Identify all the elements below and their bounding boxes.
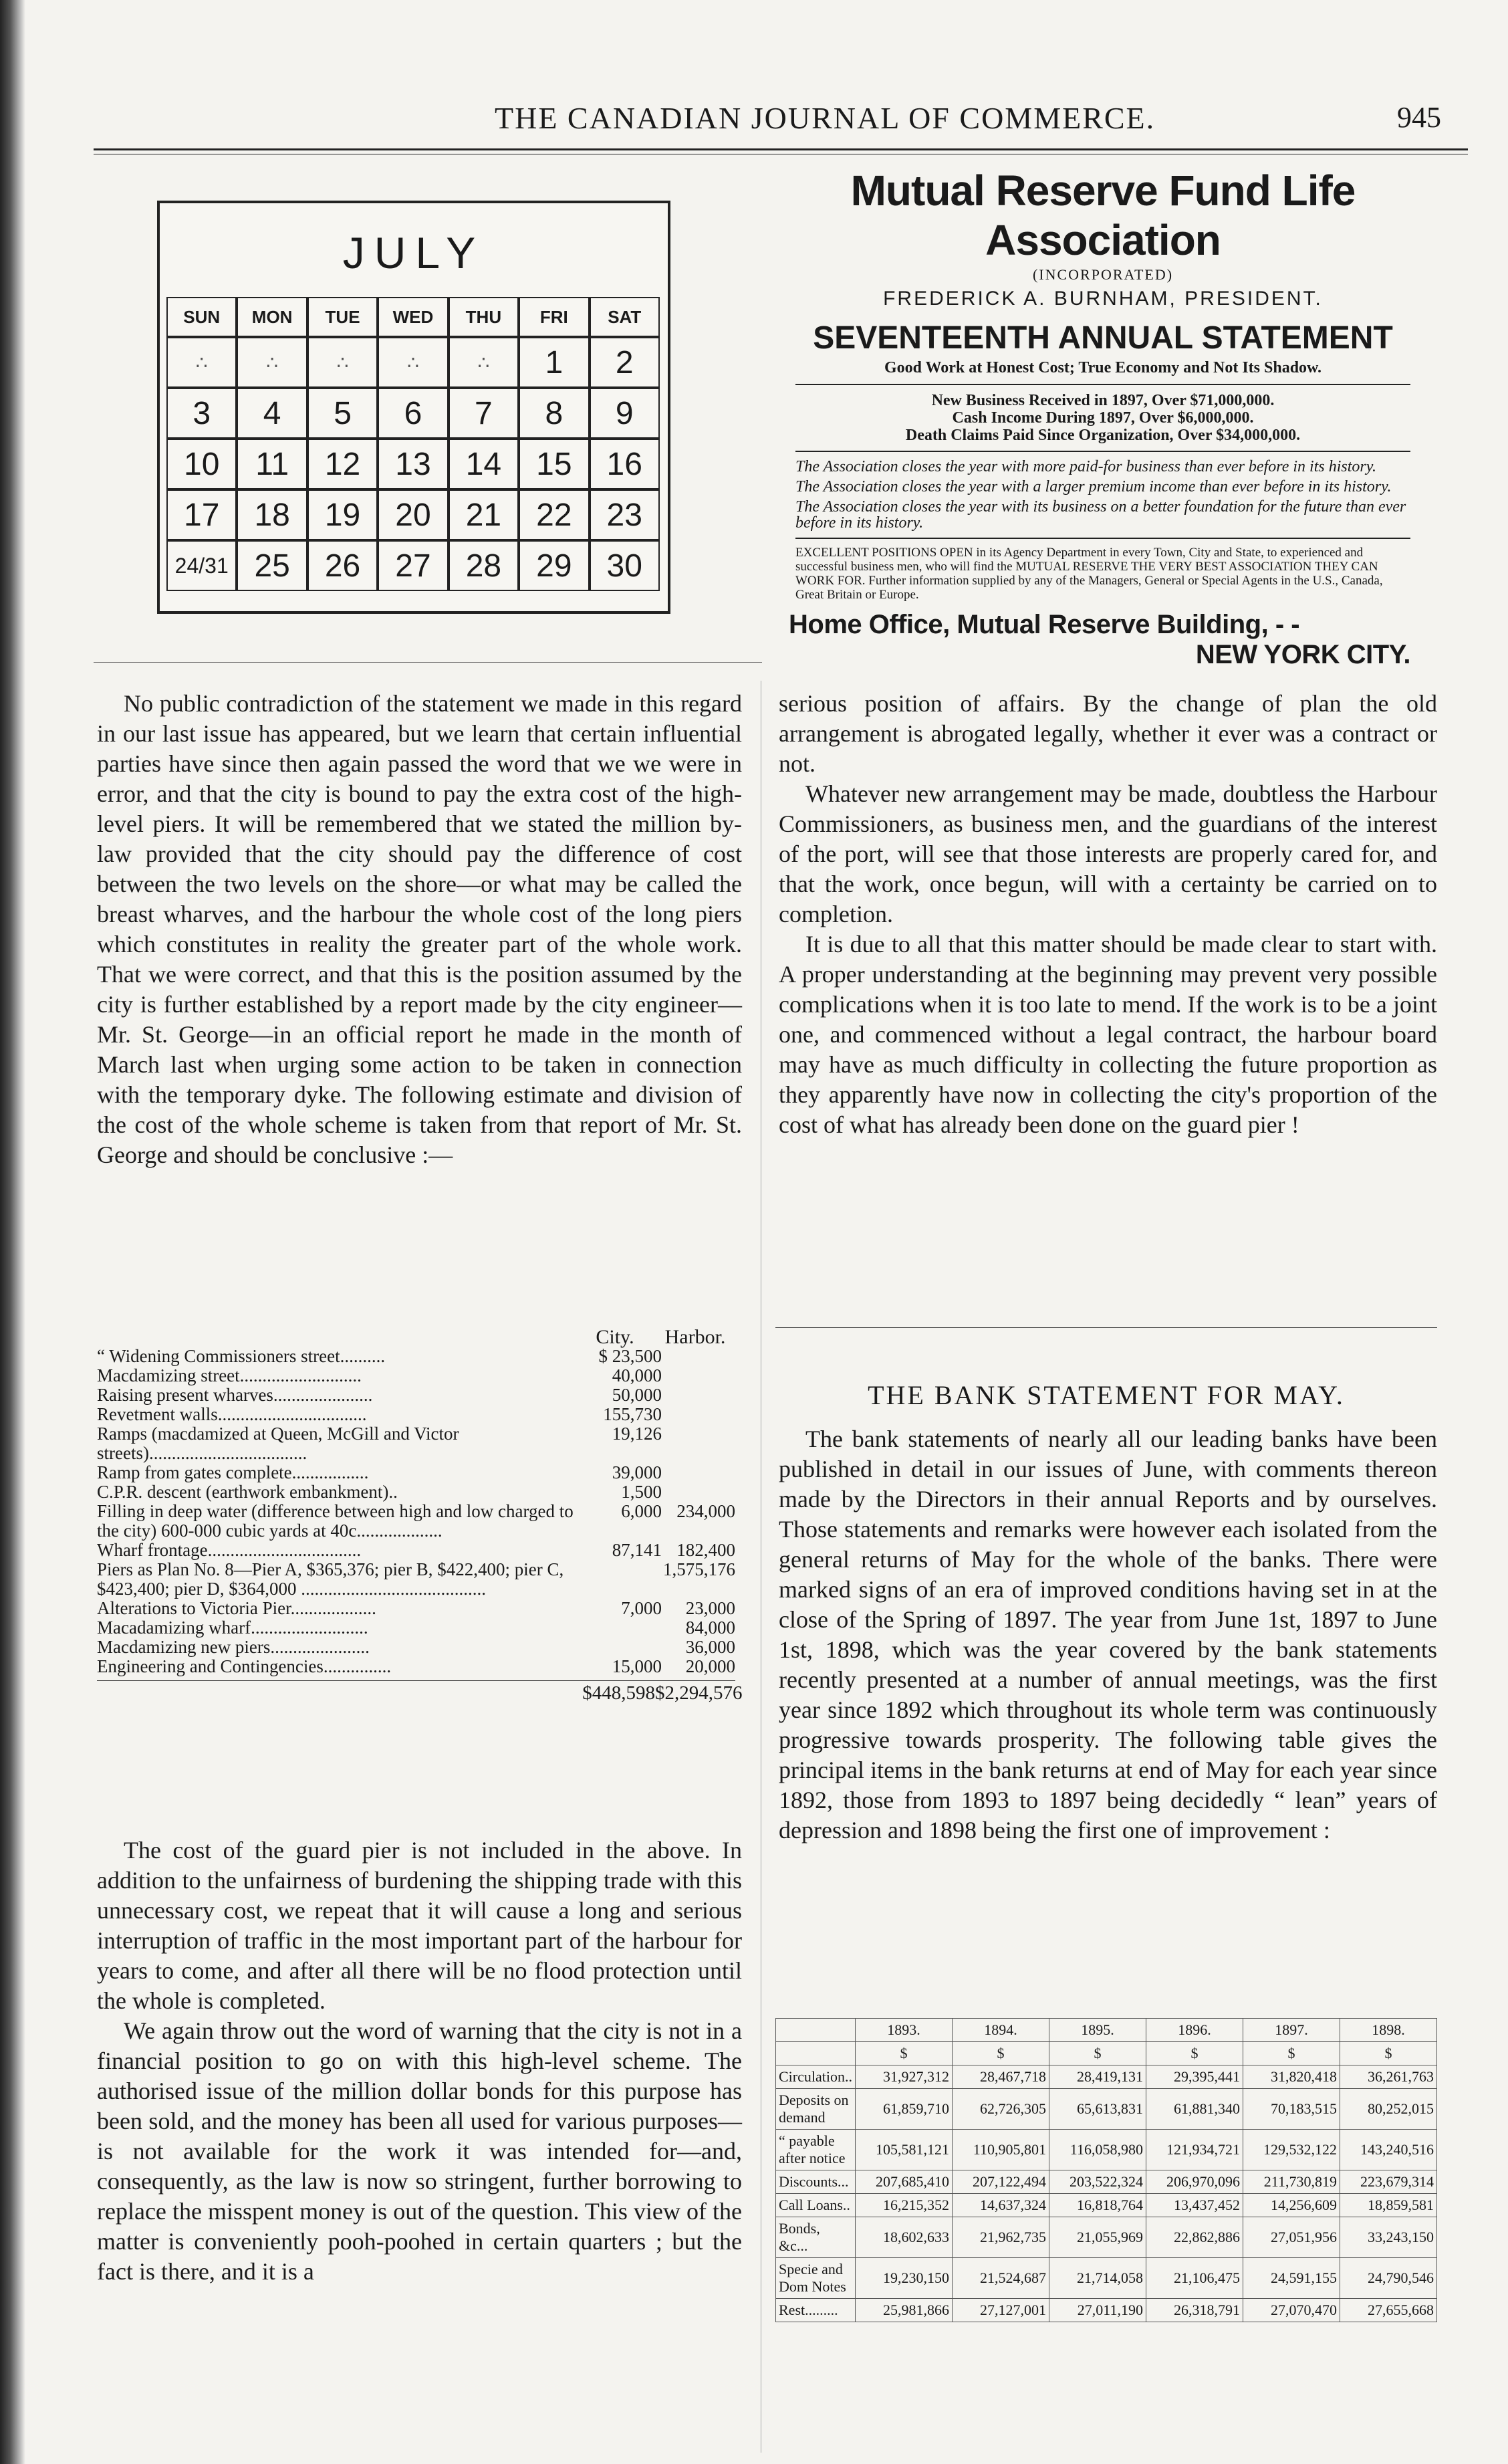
calendar-day: ∴ — [166, 337, 237, 388]
estimate-row — [97, 1560, 735, 1599]
bank-item: Circulation.. — [776, 2065, 856, 2089]
bank-row — [776, 2299, 1437, 2322]
estimate-item: Macdamizing new piers...................... — [97, 1637, 370, 1657]
estimate-city — [582, 1618, 662, 1638]
article-paragraph: Whatever new arrangement may be made, doubtless the Harbour Commissioners, as business men, and the guardians of the interest of the port, will see that those interests are properly cared for, and that the work, once begun, will with a certainty be carried on to completion. — [779, 780, 1437, 927]
estimate-item: Engineering and Contingencies............... — [97, 1656, 392, 1676]
estimate-row — [97, 1657, 735, 1676]
bank-item: “ payable after notice — [776, 2130, 856, 2170]
ad-note: The Association closes the year with its business on a better foundation for the future than ever before in its history. — [795, 498, 1406, 532]
estimate-city: 1,500 — [621, 1482, 662, 1502]
calendar-day: 3 — [166, 388, 237, 439]
calendar-day: 7 — [449, 388, 519, 439]
ad-home-office-label: Home Office, Mutual Reserve Building, — [789, 610, 1269, 639]
bank-value: 121,934,721 — [1146, 2130, 1243, 2170]
bank-unit: $ — [1049, 2042, 1146, 2065]
bank-year: 1897. — [1243, 2019, 1340, 2042]
bank-year: 1896. — [1146, 2019, 1243, 2042]
calendar-day: 23 — [590, 489, 660, 540]
ad-stat: New Business Received in 1897, Over $71,000,000. — [931, 392, 1275, 409]
estimate-row — [97, 1424, 735, 1463]
article-paragraph: No public contradiction of the statement we made in this regard in our last issue has appeared, but we learn that certain influential parties have since then again passed the word that we we were in error, and that the city is bound to pay the extra cost of the high-level piers. It will be remembered that we stated the million by-law provided that the city should pay the difference of cost between the two levels on the shore—or what may be called the breast wharves, and the harbour the whole cost of the long piers which constitutes in reality the greater part of the whole work. That we were correct, and that this is the position assumed by the city is further established by a report made by the city engineer—Mr. St. George—in an official report he made in the month of March last when urging some action to be taken in connection with the temporary dyke. The following estimate and division of the cost of the whole scheme is taken from that report of Mr. St. George and should be conclusive :— — [97, 690, 742, 1168]
section-separator — [775, 1327, 1437, 1328]
calendar-weekday-row — [166, 297, 660, 337]
ad-positions: EXCELLENT POSITIONS OPEN in its Agency Department in every Town, City and State, to experienced and successful business men, who will find the MUTUAL RESERVE THE VERY BEST ASSOCIATION THEY CAN WORK FOR. Further information supplied by any of the Managers, General or Special Agents in the U.S., Canada, Great Britain or Europe. — [795, 546, 1383, 602]
estimate-city: 155,730 — [603, 1404, 662, 1424]
bank-value: 143,240,516 — [1340, 2130, 1436, 2170]
calendar-day: 26 — [307, 540, 378, 591]
ad-divider — [795, 384, 1410, 385]
bank-value: 61,881,340 — [1146, 2089, 1243, 2130]
bank-row — [776, 2065, 1437, 2089]
bank-value: 116,058,980 — [1049, 2130, 1146, 2170]
estimate-harbor: 1,575,176 — [663, 1559, 735, 1579]
calendar-month: JULY — [342, 228, 485, 277]
july-calendar — [157, 201, 670, 614]
bank-year: 1895. — [1049, 2019, 1146, 2042]
bank-row — [776, 2217, 1437, 2258]
calendar-day: ∴ — [307, 337, 378, 388]
section-title: THE BANK STATEMENT FOR MAY. — [868, 1380, 1345, 1410]
calendar-week-row — [166, 540, 660, 591]
bank-value: 31,927,312 — [855, 2065, 952, 2089]
bank-returns-table — [775, 2018, 1437, 2322]
ad-president: FREDERICK A. BURNHAM, PRESIDENT. — [883, 288, 1323, 310]
bank-value: 27,070,470 — [1243, 2299, 1340, 2322]
bank-unit-row — [776, 2042, 1437, 2065]
bank-corner — [776, 2019, 856, 2042]
estimate-item: Revetment walls................................. — [97, 1404, 367, 1424]
bank-value: 21,524,687 — [952, 2258, 1049, 2299]
estimate-item: C.P.R. descent (earthwork embankment).. — [97, 1482, 398, 1502]
bank-item: Rest......... — [776, 2299, 856, 2322]
estimate-city: 7,000 — [621, 1598, 662, 1618]
estimate-row — [97, 1638, 735, 1657]
estimate-harbor: 20,000 — [685, 1656, 735, 1676]
header-rule — [94, 148, 1468, 150]
left-column-top — [97, 689, 742, 1170]
bank-value: 27,011,190 — [1049, 2299, 1146, 2322]
calendar-day: 29 — [519, 540, 589, 591]
bank-item: Specie and Dom Notes — [776, 2258, 856, 2299]
calendar-day: ∴ — [237, 337, 307, 388]
weekday-label: FRI — [519, 297, 589, 337]
calendar-week-row — [166, 388, 660, 439]
bank-corner — [776, 2042, 856, 2065]
bank-value: 18,859,581 — [1340, 2194, 1436, 2217]
estimate-item: “ Widening Commissioners street.......... — [97, 1346, 386, 1366]
weekday-label: SAT — [590, 297, 660, 337]
bank-value: 80,252,015 — [1340, 2089, 1436, 2130]
bank-value: 223,679,314 — [1340, 2170, 1436, 2194]
estimate-harbor — [662, 1482, 735, 1502]
estimate-city: 6,000 — [621, 1501, 662, 1521]
calendar-day: 20 — [378, 489, 448, 540]
estimate-harbor: 182,400 — [676, 1540, 735, 1560]
article-paragraph: We again throw out the word of warning that the city is not in a financial position to go on with this high-level scheme. The authorised issue of the million dollar bonds for this purpose has been sold, and the money has been all used for various purposes—is not available for the work it was intended for—and, consequently, as the law is now so stringent, further borrowing to replace the misspent money is out of the question. This view of the matter is conveniently pooh-poohed in certain quarters ; but the fact is there, and it is a — [97, 2017, 742, 2285]
bank-value: 24,591,155 — [1243, 2258, 1340, 2299]
calendar-day-split: 24/31 — [166, 540, 237, 591]
page-number: 945 — [1397, 101, 1441, 134]
calendar-day: 12 — [307, 439, 378, 489]
bank-value: 70,183,515 — [1243, 2089, 1340, 2130]
estimate-row — [97, 1405, 735, 1424]
estimate-harbor: 23,000 — [685, 1598, 735, 1618]
left-column-bottom — [97, 1835, 742, 2287]
bank-value: 16,818,764 — [1049, 2194, 1146, 2217]
bank-value: 62,726,305 — [952, 2089, 1049, 2130]
bank-year-row — [776, 2019, 1437, 2042]
bank-value: 25,981,866 — [855, 2299, 952, 2322]
bank-value: 203,522,324 — [1049, 2170, 1146, 2194]
bank-year: 1894. — [952, 2019, 1049, 2042]
calendar-day: 4 — [237, 388, 307, 439]
estimate-row — [97, 1541, 735, 1560]
estimate-header — [97, 1327, 735, 1347]
bank-value: 24,790,546 — [1340, 2258, 1436, 2299]
ad-stat: Death Claims Paid Since Organization, Over $34,000,000. — [905, 427, 1301, 444]
estimate-row — [97, 1618, 735, 1638]
bank-value: 14,637,324 — [952, 2194, 1049, 2217]
bank-item: Call Loans.. — [776, 2194, 856, 2217]
bank-value: 28,419,131 — [1049, 2065, 1146, 2089]
calendar-day: 18 — [237, 489, 307, 540]
bank-item: Bonds, &c... — [776, 2217, 856, 2258]
estimate-row — [97, 1463, 735, 1482]
ad-home-office — [789, 610, 1410, 669]
bank-unit: $ — [855, 2042, 952, 2065]
bank-value: 28,467,718 — [952, 2065, 1049, 2089]
right-column-top — [779, 689, 1437, 1140]
estimate-item: Filling in deep water (difference between high and low charged to the city) 600-000 cubic yards at 40c................... — [97, 1501, 574, 1541]
estimate-item: Ramps (macdamized at Queen, McGill and Victor streets)................................... — [97, 1424, 459, 1463]
estimate-harbor — [662, 1347, 735, 1366]
calendar-day: 22 — [519, 489, 589, 540]
bank-year: 1893. — [855, 2019, 952, 2042]
ad-divider — [795, 451, 1410, 452]
bank-value: 207,122,494 — [952, 2170, 1049, 2194]
estimate-totals — [97, 1680, 743, 1704]
bank-value: 21,055,969 — [1049, 2217, 1146, 2258]
bank-value: 105,581,121 — [855, 2130, 952, 2170]
ad-statement-heading: SEVENTEENTH ANNUAL STATEMENT — [813, 320, 1393, 356]
bank-row — [776, 2170, 1437, 2194]
bank-unit: $ — [1340, 2042, 1436, 2065]
article-paragraph: It is due to all that this matter should be made clear to start with. A proper understanding at the beginning may prevent very possible complications when it is too late to mend. If the work is to be a joint one, and commenced without a legal contract, the harbour board may have as much difficulty in collecting the future proportion as they apparently have now in collecting the city's proportion of the cost of what has already been done on the guard pier ! — [779, 931, 1437, 1138]
ad-company-name: Mutual Reserve Fund Life Association — [850, 166, 1356, 264]
estimate-item: Ramp from gates complete................. — [97, 1462, 369, 1482]
ad-divider — [795, 538, 1410, 539]
calendar-day: 16 — [590, 439, 660, 489]
calendar-day: 13 — [378, 439, 448, 489]
estimate-item: Wharf frontage.................................. — [97, 1540, 362, 1560]
calendar-day: 25 — [237, 540, 307, 591]
page-header — [94, 100, 1468, 140]
calendar-day: 2 — [590, 337, 660, 388]
estimate-harbor — [662, 1405, 735, 1424]
estimate-item: Macdamizing street........................... — [97, 1365, 362, 1385]
calendar-day: 5 — [307, 388, 378, 439]
bank-unit: $ — [1243, 2042, 1340, 2065]
bank-value: 26,318,791 — [1146, 2299, 1243, 2322]
bank-value: 18,602,633 — [855, 2217, 952, 2258]
calendar-day: 11 — [237, 439, 307, 489]
bank-value: 110,905,801 — [952, 2130, 1049, 2170]
bank-value: 21,962,735 — [952, 2217, 1049, 2258]
bank-row — [776, 2194, 1437, 2217]
bank-row — [776, 2089, 1437, 2130]
calendar-day: ∴ — [449, 337, 519, 388]
article-paragraph: The bank statements of nearly all our leading banks have been published in detail in our issues of June, with comments thereon made by the Directors in their annual Reports and by ourselves. Those statements and remarks were however each isolated from the general returns of May for the whole of the banks. There were marked signs of an era of improved conditions having set in at the close of the Spring of 1897. The year from June 1st, 1897 to June 1st, 1898, which was the year covered by the bank statements recently presented at a number of annual meetings, was the first year since 1892 which throughout its whole term was continuously progressive towards prosperity. The following table gives the principal items in the bank returns at end of May for each year since 1892, those from 1893 to 1897 being decidedly “ lean” years of depression and 1898 being the first one of improvement : — [779, 1426, 1437, 1843]
calendar-day: 27 — [378, 540, 448, 591]
bank-value: 21,714,058 — [1049, 2258, 1146, 2299]
estimate-row — [97, 1366, 735, 1385]
ad-note: The Association closes the year with a larger premium income than ever before in its history. — [795, 478, 1392, 495]
ad-tagline: Good Work at Honest Cost; True Economy and Not Its Shadow. — [884, 359, 1322, 376]
bank-item: Discounts... — [776, 2170, 856, 2194]
bank-value: 36,261,763 — [1340, 2065, 1436, 2089]
estimate-city: 39,000 — [612, 1462, 662, 1482]
ad-home-office-city: NEW YORK CITY. — [1195, 640, 1410, 669]
estimate-row — [97, 1599, 735, 1618]
right-column-bottom — [779, 1424, 1437, 1845]
estimate-city: 15,000 — [612, 1656, 662, 1676]
estimate-city: 87,141 — [612, 1540, 662, 1560]
bank-value: 16,215,352 — [855, 2194, 952, 2217]
estimate-total-harbor: $2,294,576 — [655, 1682, 743, 1704]
calendar-day: 17 — [166, 489, 237, 540]
estimate-harbor — [662, 1385, 735, 1405]
bank-value: 21,106,475 — [1146, 2258, 1243, 2299]
calendar-day: 10 — [166, 439, 237, 489]
calendar-week-row — [166, 439, 660, 489]
bank-value: 27,127,001 — [952, 2299, 1049, 2322]
estimate-harbor — [662, 1424, 735, 1463]
column-top-rule — [94, 662, 762, 663]
bank-year: 1898. — [1340, 2019, 1436, 2042]
estimate-row — [97, 1502, 735, 1541]
estimate-harbor: 234,000 — [676, 1501, 735, 1521]
bank-value: 206,970,096 — [1146, 2170, 1243, 2194]
bank-value: 61,859,710 — [855, 2089, 952, 2130]
bank-value: 14,256,609 — [1243, 2194, 1340, 2217]
cost-estimate-table — [97, 1326, 743, 1704]
bank-row — [776, 2130, 1437, 2170]
calendar-week-row — [166, 489, 660, 540]
estimate-row — [97, 1385, 735, 1405]
estimate-row — [97, 1482, 735, 1502]
calendar-day: 15 — [519, 439, 589, 489]
calendar-day: 28 — [449, 540, 519, 591]
calendar-day: 21 — [449, 489, 519, 540]
bank-value: 27,051,956 — [1243, 2217, 1340, 2258]
estimate-col-city: City. — [596, 1326, 634, 1348]
bank-value: 29,395,441 — [1146, 2065, 1243, 2089]
estimate-item: Macadamizing wharf.......................... — [97, 1617, 368, 1638]
estimate-harbor — [662, 1366, 735, 1385]
bank-unit: $ — [1146, 2042, 1243, 2065]
bank-value: 31,820,418 — [1243, 2065, 1340, 2089]
weekday-label: TUE — [307, 297, 378, 337]
estimate-total-city: $448,598 — [582, 1682, 655, 1704]
estimate-city: 40,000 — [612, 1365, 662, 1385]
ad-stat: Cash Income During 1897, Over $6,000,000. — [952, 409, 1254, 427]
estimate-item: Alterations to Victoria Pier................... — [97, 1598, 376, 1618]
ad-incorporated: (INCORPORATED) — [1032, 266, 1174, 283]
ad-note: The Association closes the year with more paid-for business than ever before in its history. — [795, 458, 1377, 475]
calendar-day: 6 — [378, 388, 448, 439]
bank-item: Deposits on demand — [776, 2089, 856, 2130]
article-paragraph: The cost of the guard pier is not included in the above. In addition to the unfairness of burdening the shipping trade with this unnecessary cost, we repeat that it will cause a long and serious interruption of traffic in the most important part of the harbour for years to come, and after all there will be no flood protection until the whole is completed. — [97, 1837, 742, 2014]
calendar-day: ∴ — [378, 337, 448, 388]
bank-value: 13,437,452 — [1146, 2194, 1243, 2217]
page-binding-edge — [0, 0, 25, 2464]
calendar-day: 30 — [590, 540, 660, 591]
estimate-city: 50,000 — [612, 1385, 662, 1405]
bank-value: 19,230,150 — [855, 2258, 952, 2299]
ad-home-office-dashes: - - — [1275, 610, 1300, 639]
estimate-row — [97, 1347, 735, 1366]
journal-title: THE CANADIAN JOURNAL OF COMMERCE. — [495, 101, 1156, 135]
bank-value: 27,655,668 — [1340, 2299, 1436, 2322]
estimate-harbor: 36,000 — [685, 1637, 735, 1657]
mutual-reserve-advertisement — [769, 166, 1437, 670]
estimate-item: Piers as Plan No. 8—Pier A, $365,376; pier B, $422,400; pier C, $423,400; pier D, $364,000 ......................................... — [97, 1559, 564, 1599]
estimate-city: 19,126 — [612, 1424, 662, 1444]
bank-value: 22,862,886 — [1146, 2217, 1243, 2258]
weekday-label: WED — [378, 297, 448, 337]
weekday-label: SUN — [166, 297, 237, 337]
bank-value: 65,613,831 — [1049, 2089, 1146, 2130]
estimate-harbor — [662, 1463, 735, 1482]
estimate-city — [582, 1638, 662, 1657]
bank-unit: $ — [952, 2042, 1049, 2065]
article-paragraph: serious position of affairs. By the change of plan the old arrangement is abrogated legally, whether it ever was a contract or not. — [779, 690, 1437, 777]
bank-value: 33,243,150 — [1340, 2217, 1436, 2258]
estimate-city — [582, 1560, 662, 1599]
calendar-day: 8 — [519, 388, 589, 439]
estimate-item: Raising present wharves...................... — [97, 1385, 373, 1405]
calendar-grid — [166, 297, 660, 591]
estimate-col-harbor: Harbor. — [664, 1326, 726, 1348]
weekday-label: MON — [237, 297, 307, 337]
estimate-city: $ 23,500 — [598, 1346, 662, 1366]
calendar-day: 19 — [307, 489, 378, 540]
calendar-week-row — [166, 337, 660, 388]
calendar-day: 14 — [449, 439, 519, 489]
estimate-harbor: 84,000 — [685, 1617, 735, 1638]
calendar-day: 1 — [519, 337, 589, 388]
calendar-day: 9 — [590, 388, 660, 439]
bank-value: 207,685,410 — [855, 2170, 952, 2194]
bank-row — [776, 2258, 1437, 2299]
bank-value: 211,730,819 — [1243, 2170, 1340, 2194]
bank-value: 129,532,122 — [1243, 2130, 1340, 2170]
weekday-label: THU — [449, 297, 519, 337]
